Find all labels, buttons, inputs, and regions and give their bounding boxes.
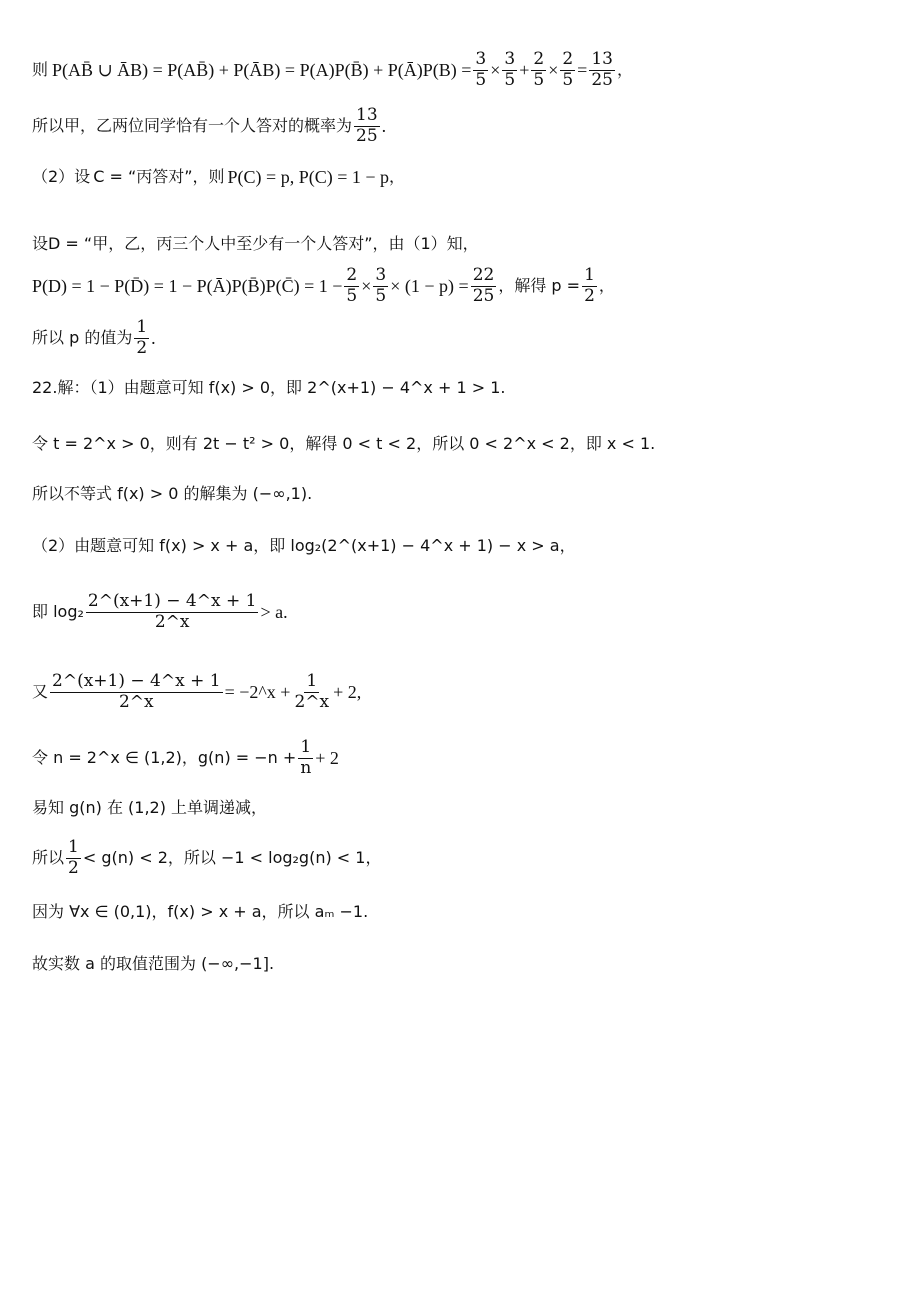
line-15-bounds [32,838,870,878]
line-9-solution-set [32,486,870,502]
line-15-prefix: 所以 [32,848,65,868]
line-5-expression: P(D) = 1 − P(D̄) = 1 − P(Ā)P(B̄)P(C̄) = 1 − [32,276,343,297]
fraction-3-5 [373,266,388,306]
frac-num: 1 [306,671,318,691]
fraction-3-5-b [502,50,517,90]
fraction-expression [86,592,259,632]
line-6-suffix: . [151,328,156,349]
line-13-suffix: + 2 [315,748,339,769]
line-11-prefix: 即 log₂ [32,602,84,622]
line-16-text: 因为 ∀x ∈ (0,1)，f(x) > x + a，所以 aₘ −1. [32,902,369,921]
line-7-text: 22.解：（1）由题意可知 f(x) > 0，即 2^(x+1) − 4^x + 1 > 1. [32,378,506,397]
frac-num: 3 [504,49,516,69]
fraction-13-25 [354,106,380,146]
frac-num: 13 [591,49,613,69]
frac-num: 3 [375,265,387,285]
line-3-suffix: ， [389,167,406,186]
fraction-3-5-a [473,50,488,90]
line-4-text: 设D = “甲，乙，丙三个人中至少有一个人答对”，由（1）知， [32,234,479,253]
line-11-suffix: > a. [260,602,288,623]
times-sign: × [548,60,559,81]
line-10-part-2 [32,538,870,554]
line-14-text: 易知 g(n) 在 (1,2) 上单调递减， [32,798,268,817]
frac-den: 2^x [294,691,330,712]
fraction-2-5-b [560,50,575,90]
fraction-13-25 [589,50,615,90]
fraction-2-5 [344,266,359,306]
line-1-probability-sum [32,50,870,90]
line-1-prefix: 则 [32,60,49,80]
times-sign: × [361,276,372,297]
frac-den: 25 [356,125,378,146]
frac-den: 5 [475,69,487,90]
equals-sign: = [577,60,588,81]
line-9-text: 所以不等式 f(x) > 0 的解集为 (−∞,1). [32,484,313,503]
fraction-1-over-2x [292,672,331,712]
frac-num: 1 [136,317,148,337]
frac-den: 5 [375,285,387,306]
frac-num: 2 [533,49,545,69]
frac-num: 2 [562,49,574,69]
fraction-22-25 [471,266,497,306]
fraction-1-2 [134,318,149,358]
fraction-1-over-n [298,738,313,778]
fraction-1-2 [582,266,597,306]
line-13-define-g [32,738,870,778]
line-4-define-d [32,236,870,252]
line-17-range [32,956,870,972]
frac-den: 5 [504,69,516,90]
frac-den: 2^x [154,611,190,632]
frac-num: 13 [356,105,378,125]
line-7-problem-22 [32,380,870,396]
frac-den: 2^x [118,691,154,712]
frac-den: 2 [584,285,595,306]
line-2-text: 所以甲，乙两位同学恰有一个人答对的概率为 [32,116,353,136]
fraction-1-2 [66,838,81,878]
frac-den: 2 [136,337,148,358]
frac-den: 5 [533,69,545,90]
frac-num: 22 [472,265,495,285]
line-15-suffix: < g(n) < 2，所以 −1 < log₂g(n) < 1， [82,848,382,868]
line-3-prefix: （2）设 [32,167,91,186]
line-5-suffix: ， [598,276,615,296]
line-16-forall [32,904,870,920]
line-1-suffix: ， [616,60,633,80]
frac-den: 5 [346,285,358,306]
fraction-2-5-a [531,50,546,90]
line-5-solve-p [32,266,870,306]
frac-den: n [300,757,312,778]
frac-num: 1 [300,737,312,757]
line-2-suffix: . [381,116,387,137]
frac-den: 25 [472,285,495,306]
line-8-substitution [32,436,870,452]
line-11-log-fraction [32,592,870,632]
line-6-p-value [32,318,870,358]
line-14-monotonic [32,800,870,816]
frac-num: 1 [584,265,595,285]
line-12-suffix: + 2, [333,682,362,703]
frac-num: 2^(x+1) − 4^x + 1 [87,591,257,611]
times-sign: × [490,60,501,81]
frac-num: 2 [346,265,358,285]
frac-num: 1 [68,837,79,857]
line-5-mid: × (1 − p) = [390,276,469,297]
plus-sign: + [519,60,530,81]
line-3-expression: P(C) = p, P(C) = 1 − p [227,167,389,187]
frac-den: 25 [591,69,613,90]
line-3-define-c [32,168,870,186]
frac-den: 5 [562,69,574,90]
line-13-prefix: 令 n = 2^x ∈ (1,2)，g(n) = −n + [32,748,297,768]
line-5-solve: ，解得 p = [498,276,581,296]
line-6-text: 所以 p 的值为 [32,328,133,348]
line-3-mid: C = “丙答对”，则 [93,167,225,186]
fraction-expression [50,672,223,712]
line-17-text: 故实数 a 的取值范围为 (−∞,−1]. [32,954,275,973]
line-1-expression: P(AB̄ ∪ ĀB) = P(AB̄) + P(ĀB) = P(A)P(B̄) + P(Ā)P(B) = [52,60,472,81]
line-12-prefix: 又 [32,682,49,702]
line-8-text: 令 t = 2^x > 0，则有 2t − t² > 0，解得 0 < t < 2，所以 0 < 2^x < 2，即 x < 1. [32,434,656,453]
line-10-text: （2）由题意可知 f(x) > x + a，即 log₂(2^(x+1) − 4^x + 1) − x > a， [32,536,576,555]
line-12-simplify [32,672,870,712]
line-12-mid: = −2^x + [224,682,291,703]
frac-den: 2 [68,857,79,878]
line-2-conclusion [32,106,870,146]
frac-num: 3 [475,49,487,69]
frac-num: 2^(x+1) − 4^x + 1 [52,671,221,691]
